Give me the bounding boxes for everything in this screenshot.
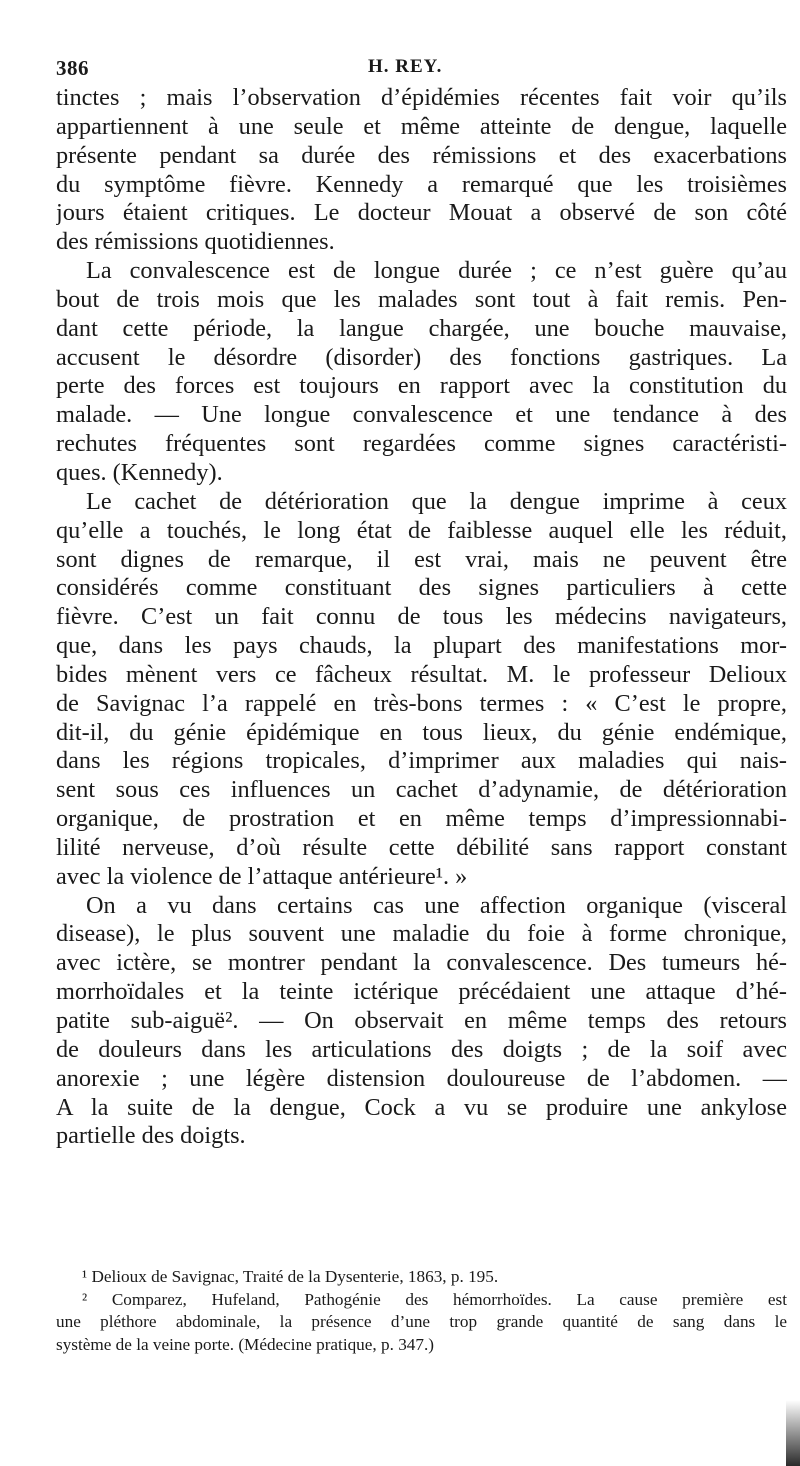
text-line: de Savignac l’a rappelé en très-bons termes : « C’est le propre, bbox=[56, 689, 787, 717]
text-line: On a vu dans certains cas une affection organique (visceral bbox=[86, 891, 787, 919]
text-line: perte des forces est toujours en rapport avec la constitution du bbox=[56, 372, 787, 400]
page-number: 386 bbox=[56, 56, 89, 80]
text-line: ques. (Kennedy). bbox=[56, 458, 223, 486]
text-line: tinctes ; mais l’observation d’épidémies récentes fait voir qu’ils bbox=[56, 84, 787, 111]
text-line: disease), le plus souvent une maladie du foie à forme chronique, bbox=[56, 920, 787, 948]
text-line: dant cette période, la langue chargée, une bouche mauvaise, bbox=[56, 314, 787, 342]
page-edge-shadow bbox=[786, 1400, 800, 1466]
text-line: qu’elle a touchés, le long état de faiblesse auquel elle les réduit, bbox=[56, 516, 787, 544]
text-line: partielle des doigts. bbox=[56, 1122, 246, 1150]
footnote-1: ¹ Delioux de Savignac, Traité de la Dysenterie, 1863, p. 195. bbox=[82, 1267, 499, 1286]
text-line: anorexie ; une légère distension douloureuse de l’abdomen. — bbox=[56, 1064, 787, 1092]
text-line: accusent le désordre (disorder) des fonctions gastriques. La bbox=[56, 343, 787, 371]
footnote-2: ² Comparez, Hufeland, Pathogénie des hémorrhoïdes. La cause première est bbox=[82, 1289, 787, 1309]
text-line: sent sous ces influences un cachet d’adynamie, de détérioration bbox=[56, 776, 787, 804]
text-line: dit-il, du génie épidémique en tous lieux, du génie endémique, bbox=[56, 718, 787, 746]
body-text bbox=[56, 84, 787, 1151]
text-line: Le cachet de détérioration que la dengue imprime à ceux bbox=[86, 487, 787, 515]
text-line: dans les régions tropicales, d’imprimer aux maladies qui nais- bbox=[56, 747, 787, 775]
text-line: lilité nerveuse, d’où résulte cette débilité sans rapport constant bbox=[56, 833, 787, 861]
text-line: patite sub-aiguë². — On observait en même temps des retours bbox=[56, 1007, 787, 1034]
text-line: présente pendant sa durée des rémissions et des exacerbations bbox=[56, 141, 787, 169]
text-line: avec la violence de l’attaque antérieure¹. » bbox=[56, 862, 468, 890]
text-line: bout de trois mois que les malades sont tout à fait remis. Pen- bbox=[56, 285, 787, 313]
text-line: morrhoïdales et la teinte ictérique précédaient une attaque d’hé- bbox=[56, 978, 787, 1006]
text-line: appartiennent à une seule et même atteinte de dengue, laquelle bbox=[56, 112, 787, 140]
text-line: des rémissions quotidiennes. bbox=[56, 228, 335, 256]
text-line: sont dignes de remarque, il est vrai, mais ne peuvent être bbox=[56, 545, 787, 573]
footnotes bbox=[56, 1266, 787, 1356]
text-line: A la suite de la dengue, Cock a vu se produire une ankylose bbox=[56, 1093, 787, 1121]
text-line: rechutes fréquentes sont regardées comme signes caractéristi- bbox=[56, 430, 787, 458]
text-line: de douleurs dans les articulations des doigts ; de la soif avec bbox=[56, 1035, 787, 1063]
footnote-2-continued: une pléthore abdominale, la présence d’une trop grande quantité de sang dans le bbox=[56, 1312, 787, 1331]
page-header bbox=[56, 56, 786, 86]
text-line: du symptôme fièvre. Kennedy a remarqué que les troisièmes bbox=[56, 170, 787, 198]
running-head: H. REY. bbox=[368, 56, 443, 77]
text-line: malade. — Une longue convalescence et une tendance à des bbox=[56, 401, 787, 429]
text-line: organique, de prostration et en même temps d’impressionnabi- bbox=[56, 805, 787, 833]
text-line: que, dans les pays chauds, la plupart des manifestations mor- bbox=[56, 632, 787, 660]
text-line: avec ictère, se montrer pendant la convalescence. Des tumeurs hé- bbox=[56, 949, 787, 977]
text-line: bides mènent vers ce fâcheux résultat. M. le professeur Delioux bbox=[56, 660, 787, 688]
text-line: fièvre. C’est un fait connu de tous les médecins navigateurs, bbox=[56, 603, 787, 631]
footnote-2-end: système de la veine porte. (Médecine pratique, p. 347.) bbox=[56, 1334, 434, 1354]
text-line: considérés comme constituant des signes particuliers à cette bbox=[56, 574, 787, 602]
text-line: La convalescence est de longue durée ; ce n’est guère qu’au bbox=[86, 257, 787, 285]
text-line: jours étaient critiques. Le docteur Mouat a observé de son côté bbox=[56, 199, 787, 227]
